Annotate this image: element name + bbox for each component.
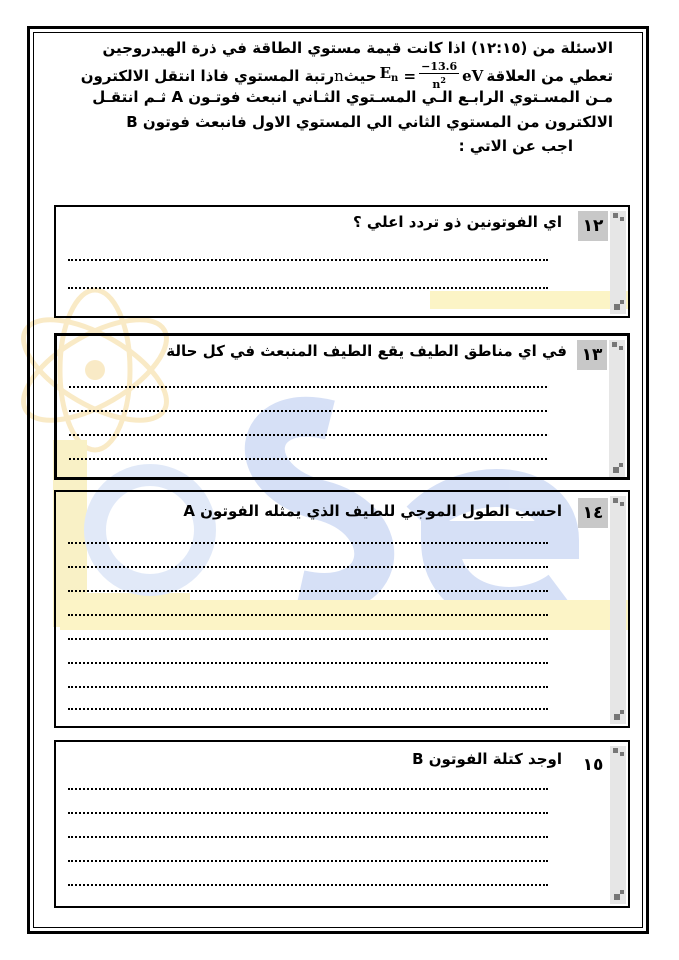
question-tab-decoration (610, 496, 626, 724)
formula-fraction: $\frac{-13.6}{n^2}$ (421, 59, 458, 91)
intro-line-1: الاسئلة من (١٢:١٥) اذا كانت قيمة مستوي الطاقة في ذرة الهيدروجين (102, 39, 613, 57)
question-number: ١٣ (577, 340, 607, 370)
answer-line[interactable] (69, 410, 547, 412)
formula-unit: eV (462, 66, 484, 85)
intro-paragraph (48, 36, 613, 196)
intro-line-3: مـن المسـتوي الرابـع الـي المسـتوي الثـاني انبعث فوتـون A ثـم انتقـل (92, 88, 613, 106)
answer-line[interactable] (68, 259, 548, 261)
answer-line[interactable] (68, 836, 548, 838)
formula-lhs: $E_n$ (379, 63, 399, 84)
question-box-14 (54, 490, 630, 728)
answer-line[interactable] (68, 860, 548, 862)
answer-line[interactable] (68, 590, 548, 592)
answer-line[interactable] (69, 386, 547, 388)
answer-line[interactable] (68, 884, 548, 886)
intro-line-2 (48, 59, 613, 91)
formula-equals: = (403, 66, 417, 85)
answer-line[interactable] (68, 812, 548, 814)
answer-line[interactable] (68, 686, 548, 688)
answer-line[interactable] (69, 458, 547, 460)
answer-line[interactable] (68, 638, 548, 640)
intro-line-2-mid: حيث (343, 66, 377, 85)
question-box-12 (54, 205, 630, 318)
intro-line-2-start: تعطي من العلاقة (486, 66, 613, 85)
answer-line[interactable] (68, 287, 548, 289)
answer-line[interactable] (68, 662, 548, 664)
answer-line[interactable] (68, 788, 548, 790)
answer-line[interactable] (68, 614, 548, 616)
question-box-15 (54, 740, 630, 908)
answer-line[interactable] (68, 708, 548, 710)
intro-line-2-end: رتبة المستوي فاذا انتقل الالكترون (80, 66, 335, 85)
question-text: احسب الطول الموجي للطيف الذي يمثله الفوتون A (183, 502, 562, 520)
question-number: ١٤ (578, 498, 608, 528)
intro-line-2-var: n (334, 66, 344, 85)
question-tab-decoration (610, 746, 626, 904)
question-text: في اي مناطق الطيف يقع الطيف المنبعث في كل حالة (166, 342, 567, 360)
answer-line[interactable] (68, 542, 548, 544)
question-box-13 (54, 333, 630, 480)
intro-line-4: الالكترون من المستوي الثاني الي المستوي الاول فانبعث فوتون B (126, 112, 613, 131)
question-text: اوجد كتلة الفوتون B (412, 750, 562, 768)
question-number: ١٢ (578, 211, 608, 241)
question-text: اي الفوتونين ذو تردد اعلي ؟ (352, 213, 562, 231)
question-tab-decoration (609, 340, 625, 477)
question-tab-decoration (610, 211, 626, 314)
answer-line[interactable] (69, 434, 547, 436)
answer-line[interactable] (68, 566, 548, 568)
question-number: ١٥ (582, 755, 604, 775)
intro-line-5: اجب عن الاتي : (458, 137, 573, 155)
